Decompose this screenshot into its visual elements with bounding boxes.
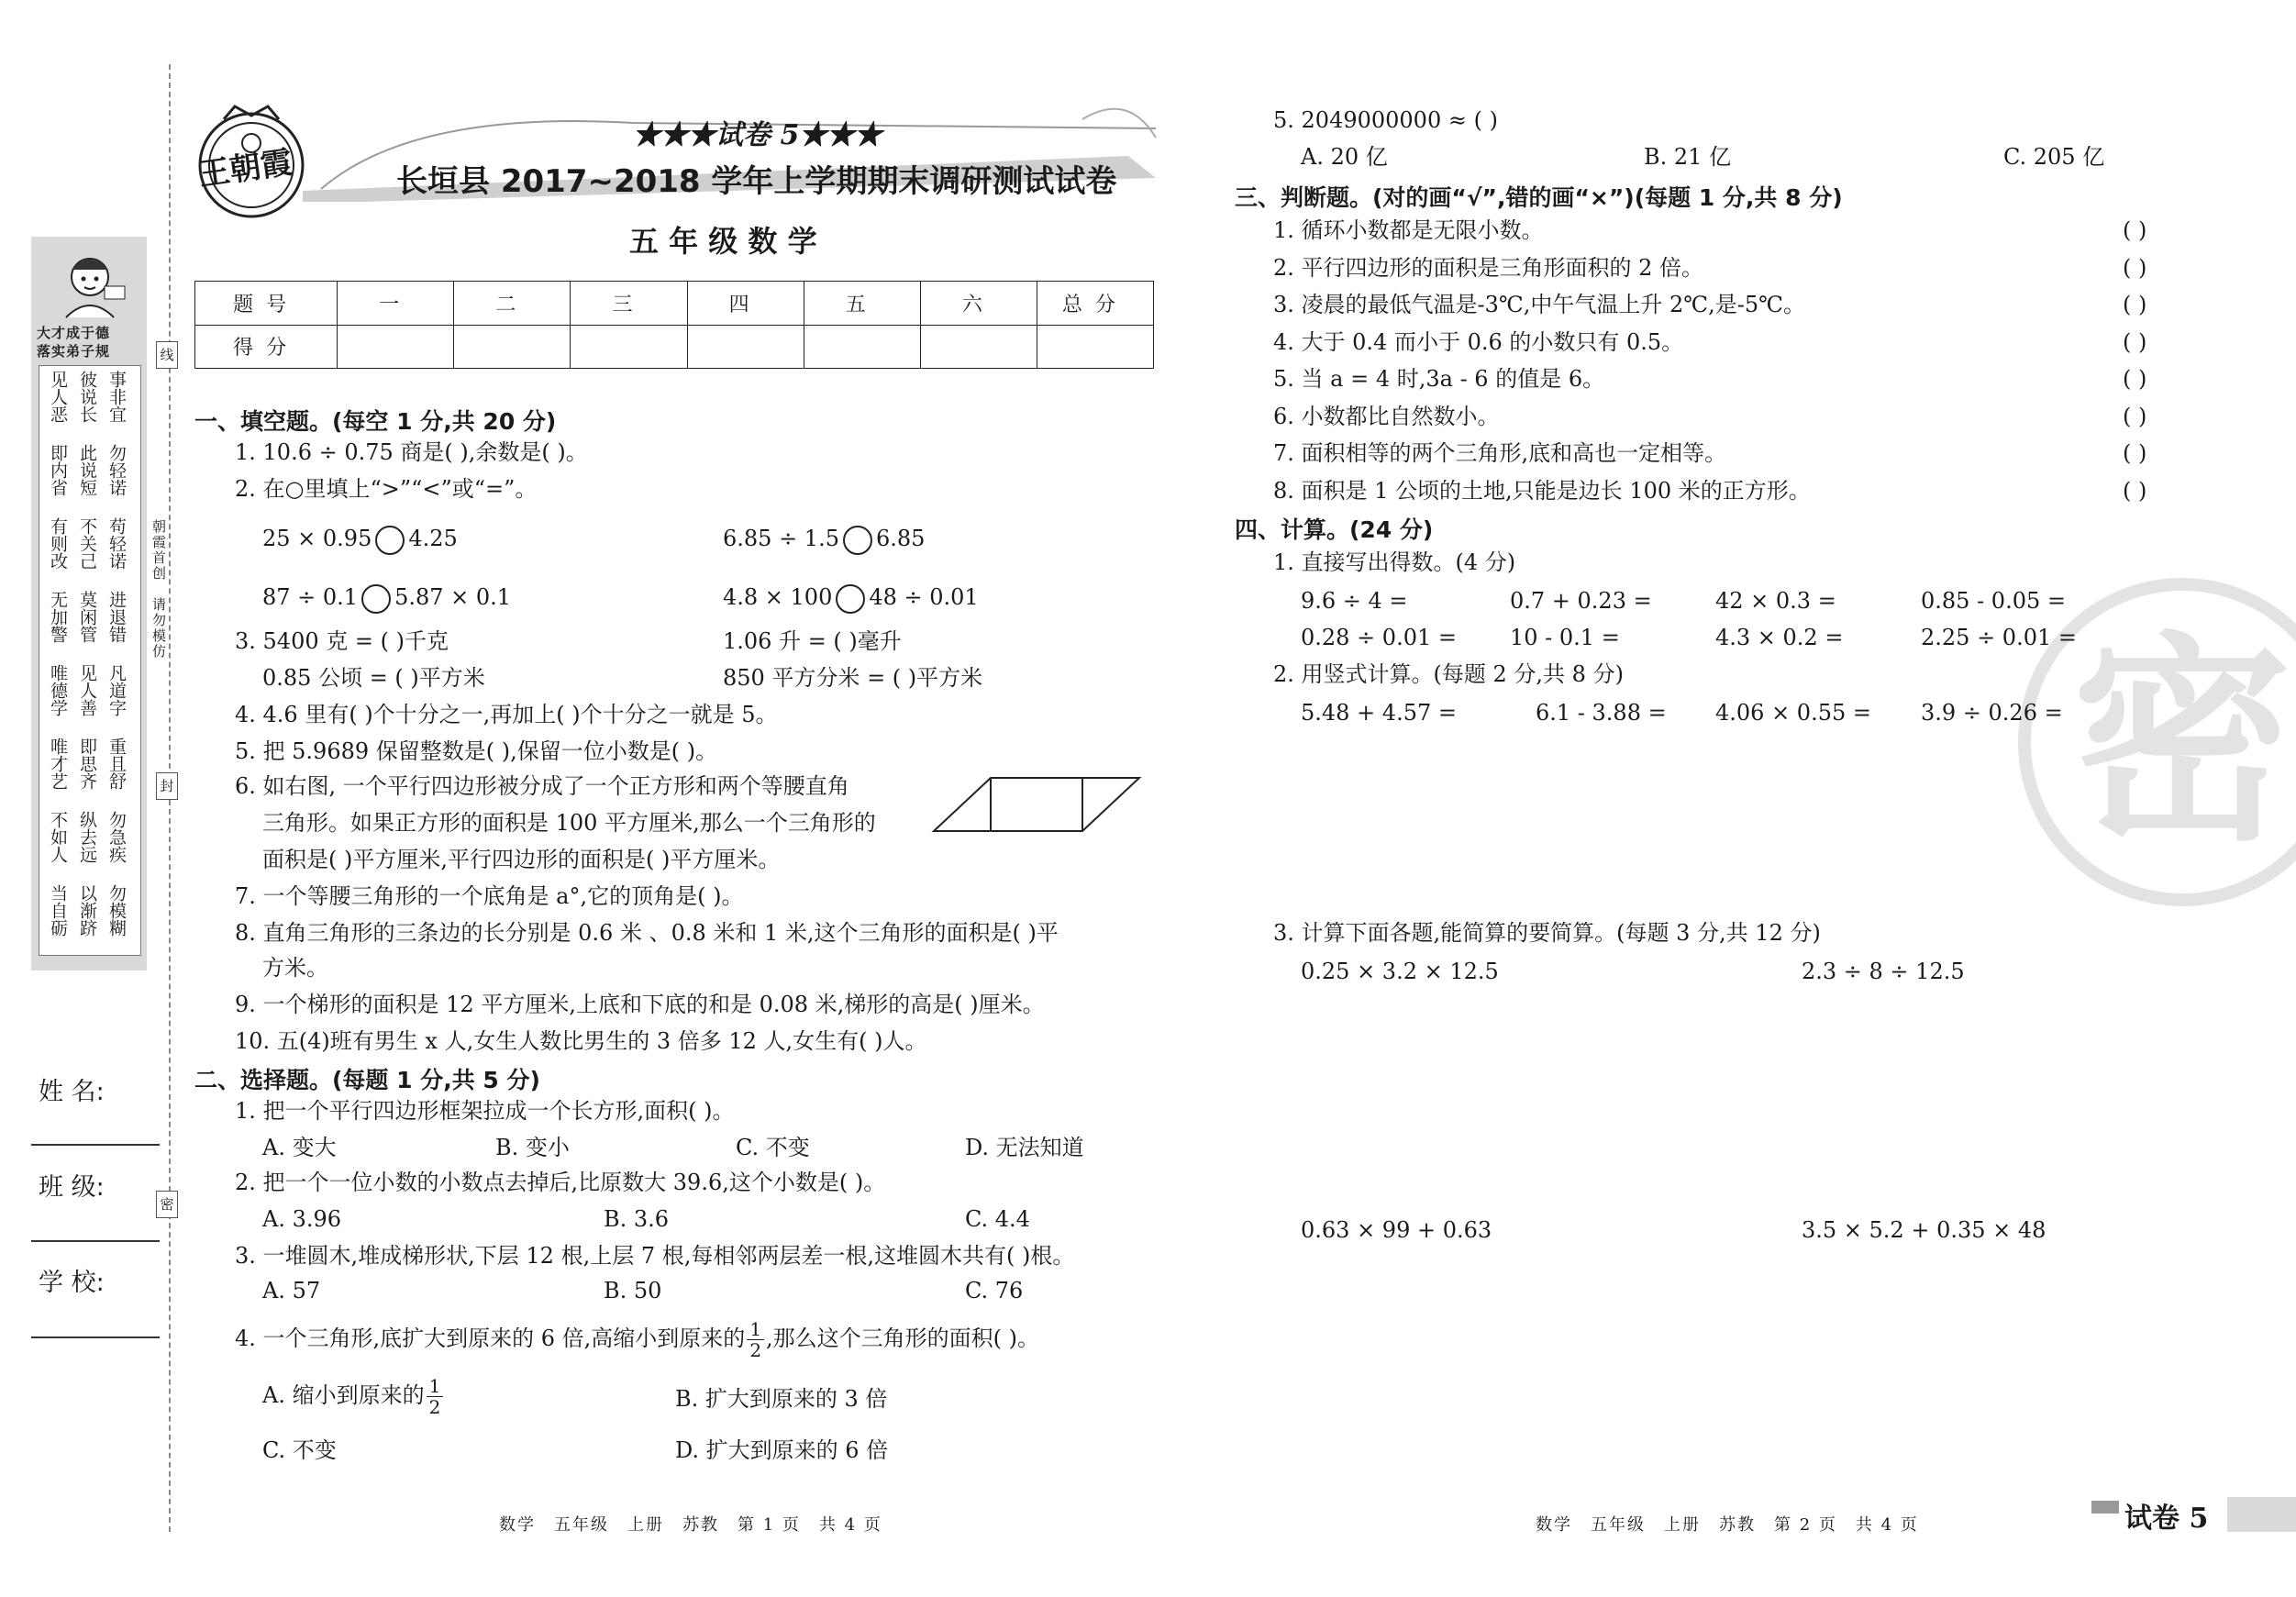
proverb-column: 当自砺	[48, 884, 68, 937]
proverb-column: 勿轻诺	[106, 444, 127, 496]
compare-item-4: 4.8 × 100 48 ÷ 0.01	[723, 583, 979, 614]
choice-3-option-b[interactable]: B. 50	[604, 1278, 662, 1303]
question-1-6a: 6. 如右图, 一个平行四边形被分成了一个正方形和两个等腰直角	[235, 773, 849, 799]
judge-answer-blank[interactable]: ( )	[2123, 477, 2147, 504]
choice-2: 2. 把一个一位小数的小数点去掉后,比原数大 39.6,这个小数是( )。	[235, 1170, 886, 1195]
section-1-title: 一、填空题。(每空 1 分,共 20 分)	[194, 408, 557, 435]
choice-1-option-c[interactable]: C. 不变	[736, 1135, 810, 1160]
brand-name: 王朝霞	[196, 144, 294, 194]
section-2-title: 二、选择题。(每题 1 分,共 5 分)	[194, 1067, 540, 1093]
proverb-column: 莫闲管	[77, 591, 97, 643]
section-4-title: 四、计算。(24 分)	[1235, 516, 1434, 543]
question-1-10: 10. 五(4)班有男生 x 人,女生人数比男生的 3 倍多 12 人,女生有( )人。	[235, 1028, 927, 1054]
proverb-column: 勿模糊	[106, 884, 127, 937]
choice-1: 1. 把一个平行四边形框架拉成一个长方形,面积( )。	[235, 1098, 735, 1124]
question-1-3c: 0.85 公顷 = ( )平方米	[262, 665, 485, 691]
judge-answer-blank[interactable]: ( )	[2123, 403, 2147, 429]
choice-3-option-a[interactable]: A. 57	[262, 1278, 321, 1303]
compare-item-2: 6.85 ÷ 1.5 6.85	[723, 525, 925, 555]
score-input-cell[interactable]	[687, 325, 804, 369]
calc-item: 5.48 + 4.57 =	[1301, 700, 1457, 726]
score-header-cell: 四	[687, 282, 804, 326]
question-1-2: 2. 在○里填上“>”“<”或“=”。	[235, 476, 538, 502]
score-header-cell: 三	[571, 282, 687, 326]
judge-item: 6. 小数都比自然数小。	[1273, 403, 1500, 429]
section-3-title: 三、判断题。(对的画“√”,错的画“×”)(每题 1 分,共 8 分)	[1235, 184, 1843, 211]
calc-1-title: 1. 直接写出得数。(4 分)	[1273, 549, 1516, 575]
choice-2-option-c[interactable]: C. 4.4	[965, 1206, 1030, 1232]
question-1-5: 5. 把 5.9689 保留整数是( ),保留一位小数是( )。	[235, 738, 718, 764]
choice-5-option-b[interactable]: B. 21 亿	[1644, 144, 1732, 170]
compare-blank[interactable]	[843, 526, 872, 555]
choice-3-option-c[interactable]: C. 76	[965, 1278, 1024, 1303]
judge-item: 3. 凌晨的最低气温是-3℃,中午气温上升 2℃,是-5℃。	[1273, 292, 1805, 317]
copyright-note: 朝霞首创 请勿模仿	[150, 519, 167, 660]
calc-item: 42 × 0.3 =	[1715, 588, 1836, 614]
school-label: 学 校:	[39, 1269, 105, 1297]
judge-answer-blank[interactable]: ( )	[2123, 366, 2147, 392]
corner-band	[2227, 1497, 2296, 1532]
motto-line-1: 大才成于德	[37, 325, 111, 341]
calc-item: 6.1 - 3.88 =	[1536, 700, 1667, 726]
score-value-row	[195, 325, 1154, 369]
subject-title: 五 年 级 数 学	[629, 224, 817, 259]
proverb-column: 事非宜	[106, 371, 127, 423]
choice-4-option-a[interactable]: A. 缩小到原来的 $\frac{1}{2}$	[262, 1376, 445, 1417]
score-input-cell[interactable]	[920, 325, 1037, 369]
question-1-4: 4. 4.6 里有( )个十分之一,再加上( )个十分之一就是 5。	[235, 702, 778, 727]
score-header-cell: 总分	[1037, 282, 1153, 326]
choice-3: 3. 一堆圆木,堆成梯形状,下层 12 根,上层 7 根,每相邻两层差一根,这堆圆木共有( )根。	[235, 1243, 1075, 1269]
judge-answer-blank[interactable]: ( )	[2123, 440, 2147, 466]
simplify-item-2: 2.3 ÷ 8 ÷ 12.5	[1802, 959, 1965, 984]
proverb-column: 见人善	[77, 664, 97, 716]
judge-item: 5. 当 a = 4 时,3a - 6 的值是 6。	[1273, 366, 1605, 392]
choice-5-option-a[interactable]: A. 20 亿	[1301, 144, 1388, 170]
judge-item: 8. 面积是 1 公顷的土地,只能是边长 100 米的正方形。	[1273, 477, 1811, 504]
score-header-cell: 五	[804, 282, 920, 326]
corner-paper-label: 试卷 5	[2124, 1503, 2209, 1535]
choice-4-option-d[interactable]: D. 扩大到原来的 6 倍	[675, 1437, 889, 1463]
calc-item: 0.7 + 0.23 =	[1510, 588, 1652, 614]
parallelogram-figure	[930, 774, 1143, 835]
judge-item: 7. 面积相等的两个三角形,底和高也一定相等。	[1273, 440, 1727, 466]
calc-item: 10 - 0.1 =	[1510, 625, 1620, 650]
page-footer-right: 数学 五年级 上册 苏教 第 2 页 共 4 页	[1536, 1515, 1919, 1535]
corner-decoration	[2091, 1501, 2119, 1514]
page-title: 长垣县 2017~2018 学年上学期期末调研测试试卷	[396, 163, 1117, 200]
calc-item: 0.28 ÷ 0.01 =	[1301, 625, 1457, 650]
score-input-cell[interactable]	[804, 325, 920, 369]
judge-item: 2. 平行四边形的面积是三角形面积的 2 倍。	[1273, 254, 1704, 281]
seal-mark-seal: 封	[156, 772, 178, 800]
mascot-icon	[46, 246, 134, 319]
proverb-column: 唯才艺	[48, 738, 68, 790]
calc-item: 0.85 - 0.05 =	[1921, 588, 2066, 614]
choice-4: 4. 一个三角形,底扩大到原来的 6 倍,高缩小到原来的 $\frac{1}{2}$ ,那么这个三角形的面积( )。	[235, 1318, 1040, 1361]
choice-1-option-b[interactable]: B. 变小	[495, 1135, 570, 1160]
choice-4-option-b[interactable]: B. 扩大到原来的 3 倍	[675, 1386, 888, 1412]
score-input-cell[interactable]	[571, 325, 687, 369]
score-table	[194, 281, 1154, 369]
calc-2-title: 2. 用竖式计算。(每题 2 分,共 8 分)	[1273, 661, 1624, 687]
score-label-cell: 得分	[195, 325, 338, 369]
calc-item: 2.25 ÷ 0.01 =	[1921, 625, 2077, 650]
calc-3-title: 3. 计算下面各题,能简算的要简算。(每题 3 分,共 12 分)	[1273, 920, 1821, 946]
star-icon: ★★★	[633, 119, 715, 151]
proverb-column: 进退错	[106, 591, 127, 643]
proverb-column: 即思齐	[77, 738, 97, 790]
seal-mark-secret: 密	[156, 1191, 178, 1218]
simplify-item-3: 0.63 × 99 + 0.63	[1301, 1217, 1492, 1243]
fraction-half: $\frac{1}{2}$	[747, 1319, 764, 1360]
score-input-cell[interactable]	[454, 325, 571, 369]
choice-5-option-c[interactable]: C. 205 亿	[2003, 144, 2105, 170]
proverb-column: 即内省	[48, 444, 68, 496]
star-icon: ★★★	[799, 119, 882, 151]
secret-watermark: 密	[2018, 578, 2296, 906]
score-input-cell[interactable]	[338, 325, 454, 369]
proverb-column: 见人恶	[48, 371, 68, 423]
score-header-cell: 一	[338, 282, 454, 326]
question-1-3d: 850 平方分米 = ( )平方米	[723, 665, 983, 691]
judge-answer-blank[interactable]: ( )	[2123, 328, 2147, 355]
paper-number: ★★★试卷 5★★★	[633, 119, 882, 151]
motto-line-2: 落实弟子规	[37, 343, 111, 360]
proverb-column: 勿急疾	[106, 811, 127, 863]
question-1-8a: 8. 直角三角形的三条边的长分别是 0.6 米 、0.8 米和 1 米,这个三角形的面积是( )平	[235, 920, 1059, 946]
calc-item: 4.3 × 0.2 =	[1715, 625, 1844, 650]
proverb-column: 以渐跻	[77, 884, 97, 937]
calc-item: 9.6 ÷ 4 =	[1301, 588, 1408, 614]
proverb-column: 纵去远	[77, 811, 97, 863]
compare-blank[interactable]	[836, 584, 865, 614]
school-field[interactable]	[31, 1336, 160, 1338]
compare-item-1: 25 × 0.95 4.25	[262, 525, 458, 555]
compare-blank[interactable]	[361, 584, 391, 614]
question-1-3b: 1.06 升 = ( )毫升	[723, 628, 902, 654]
score-header-cell: 题号	[195, 282, 338, 326]
score-input-cell[interactable]	[1037, 325, 1153, 369]
score-header-cell: 二	[454, 282, 571, 326]
choice-5: 5. 2049000000 ≈ ( )	[1273, 107, 1498, 133]
question-1-6b: 三角形。如果正方形的面积是 100 平方厘米,那么一个三角形的	[262, 810, 876, 836]
proverb-column: 唯德学	[48, 664, 68, 716]
judge-item: 4. 大于 0.4 而小于 0.6 的小数只有 0.5。	[1273, 328, 1684, 355]
question-1-7: 7. 一个等腰三角形的一个底角是 a°,它的顶角是( )。	[235, 883, 744, 909]
page-footer-left: 数学 五年级 上册 苏教 第 1 页 共 4 页	[499, 1515, 882, 1535]
choice-4-option-c[interactable]: C. 不变	[262, 1437, 337, 1463]
name-label: 姓 名:	[39, 1078, 105, 1106]
proverb-column: 不关己	[77, 517, 97, 570]
question-1-6c: 面积是( )平方厘米,平行四边形的面积是( )平方厘米。	[262, 847, 781, 872]
proverb-column: 不如人	[48, 811, 68, 863]
fraction-half: $\frac{1}{2}$	[427, 1376, 444, 1417]
judge-answer-blank[interactable]: ( )	[2123, 292, 2147, 317]
proverb-column: 有则改	[48, 517, 68, 570]
question-1-3a: 3. 5400 克 = ( )千克	[235, 628, 449, 654]
choice-2-option-b[interactable]: B. 3.6	[604, 1206, 670, 1232]
compare-blank[interactable]	[375, 526, 405, 555]
score-header-row	[195, 282, 1154, 326]
proverb-column: 彼说长	[77, 371, 97, 423]
choice-2-option-a[interactable]: A. 3.96	[262, 1206, 342, 1232]
proverb-column: 此说短	[77, 444, 97, 496]
question-1-9: 9. 一个梯形的面积是 12 平方厘米,上底和下底的和是 0.08 米,梯形的高是( )厘米。	[235, 992, 1045, 1017]
proverb-column: 凡道字	[106, 664, 127, 716]
question-1-8b: 方米。	[262, 955, 328, 981]
simplify-item-1: 0.25 × 3.2 × 12.5	[1301, 959, 1499, 984]
seal-mark-line: 线	[156, 341, 178, 369]
calc-item: 4.06 × 0.55 =	[1715, 700, 1871, 726]
judge-answer-blank[interactable]: ( )	[2123, 254, 2147, 281]
choice-1-option-d[interactable]: D. 无法知道	[965, 1135, 1084, 1160]
judge-answer-blank[interactable]: ( )	[2123, 217, 2147, 243]
question-1-1: 1. 10.6 ÷ 0.75 商是( ),余数是( )。	[235, 439, 588, 465]
class-field[interactable]	[31, 1240, 160, 1242]
calc-item: 3.9 ÷ 0.26 =	[1921, 700, 2063, 726]
score-header-cell: 六	[920, 282, 1037, 326]
proverb-column: 重且舒	[106, 738, 127, 790]
proverb-column: 苟轻诺	[106, 517, 127, 570]
name-field[interactable]	[31, 1144, 160, 1146]
compare-item-3: 87 ÷ 0.1 5.87 × 0.1	[262, 583, 511, 614]
proverb-column: 无加警	[48, 591, 68, 643]
choice-1-option-a[interactable]: A. 变大	[262, 1135, 337, 1160]
simplify-item-4: 3.5 × 5.2 + 0.35 × 48	[1802, 1217, 2046, 1243]
class-label: 班 级:	[39, 1173, 105, 1202]
judge-item: 1. 循环小数都是无限小数。	[1273, 217, 1544, 243]
